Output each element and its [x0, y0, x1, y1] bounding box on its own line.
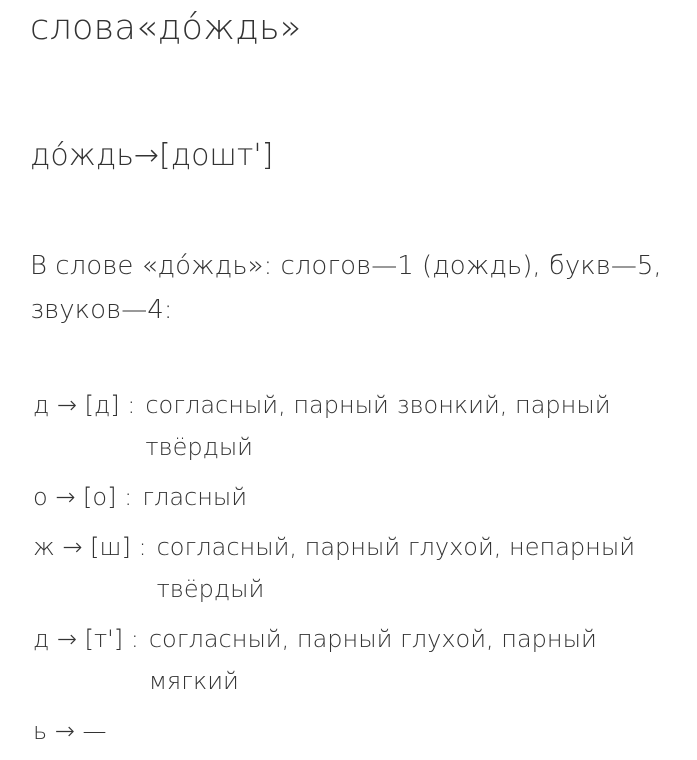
sound-description: согласный, парный глухой, парный мягкий — [148, 625, 597, 695]
sound-list — [33, 384, 683, 760]
sound-row-2 — [33, 476, 683, 518]
page-title: слова«до́ждь» — [30, 8, 302, 48]
letter-sound-pair: д → [т'] : — [33, 625, 139, 653]
sound-row-3 — [33, 526, 683, 610]
sound-row-1 — [33, 384, 683, 468]
letter-sound-pair: о → [о] : — [33, 483, 133, 511]
word-summary: В слове «до́ждь»: слогов—1 (дождь), букв—5, звуков—4: — [30, 251, 662, 325]
letter-sound-pair: д → [д] : — [33, 391, 136, 419]
sound-description: гласный — [142, 483, 248, 511]
sound-description: согласный, парный звонкий, парный твёрдый — [145, 391, 611, 461]
sound-row-4 — [33, 618, 683, 702]
letter-sound-pair: ь → — — [33, 717, 107, 745]
letter-sound-pair: ж → [ш] : — [33, 533, 147, 561]
sound-description: согласный, парный глухой, непарный твёрдый — [156, 533, 636, 603]
word-transcription: до́ждь→[дошт'] — [30, 138, 274, 173]
